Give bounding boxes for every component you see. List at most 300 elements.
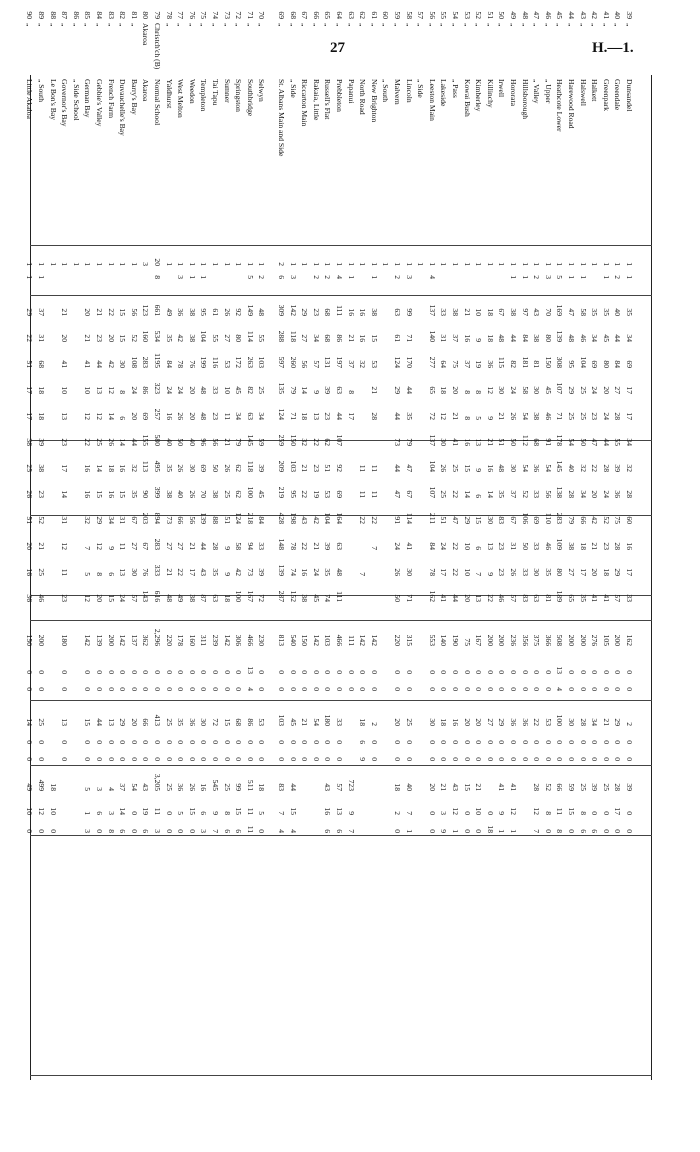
table-cell: 0: [222, 687, 232, 691]
table-cell: 0: [60, 757, 70, 761]
table-cell: 139: [95, 634, 104, 646]
table-row: [300, 11, 310, 1080]
table-cell: 45: [311, 594, 321, 602]
table-cell: 199: [199, 356, 209, 368]
table-row: [164, 11, 174, 1080]
school-name: Irwell: [497, 79, 507, 98]
table-cell: 0: [311, 670, 321, 674]
table-cell: 66: [555, 783, 565, 791]
table-cell: 5: [83, 787, 93, 791]
table-cell: 0: [497, 740, 507, 744]
district-label: „: [106, 23, 116, 27]
table-cell: 1: [543, 262, 553, 266]
table-cell: 0: [211, 740, 220, 744]
table-cell: 150: [300, 634, 310, 646]
table-cell: 21: [451, 412, 460, 420]
row-number: 43: [578, 11, 588, 19]
table-cell: 12: [37, 807, 46, 815]
row-number: 73: [222, 11, 232, 19]
table-cell: 59: [257, 438, 267, 446]
table-cell: 20: [129, 412, 139, 420]
school-name: Springston: [234, 79, 244, 112]
table-cell: 66: [141, 718, 151, 726]
table-row: [234, 11, 244, 1080]
table-cell: 38: [300, 594, 310, 602]
table-cell: 0: [335, 687, 344, 691]
table-cell: 8: [346, 390, 356, 394]
district-label: „: [245, 23, 255, 27]
table-cell: 2: [613, 275, 623, 279]
table-cell: 4: [427, 275, 437, 279]
table-cell: 0: [176, 740, 186, 744]
table-cell: 6: [358, 740, 368, 744]
school-name: Governor's Bay: [60, 79, 70, 127]
table-cell: 0: [509, 670, 518, 674]
district-label: „: [485, 23, 495, 27]
table-cell: 1: [83, 262, 93, 266]
table-cell: 0: [234, 687, 244, 691]
table-cell: 29: [95, 516, 104, 524]
table-cell: 11: [358, 464, 368, 472]
table-cell: 1: [439, 262, 449, 266]
table-cell: 26: [439, 464, 449, 472]
table-cell: 54: [567, 438, 576, 446]
table-cell: 75: [462, 638, 472, 646]
table-cell: 0: [613, 740, 623, 744]
row-number: 50: [497, 11, 507, 19]
table-cell: 26: [222, 308, 232, 316]
table-cell: 1: [164, 262, 174, 266]
table-cell: 70: [199, 490, 209, 498]
table-cell: 71: [404, 594, 414, 602]
table-cell: 18: [439, 718, 449, 726]
table-cell: 35: [129, 490, 139, 498]
table-cell: 16: [106, 490, 116, 498]
table-cell: 9: [474, 468, 484, 472]
table-cell: 0: [141, 670, 151, 674]
table-cell: 0: [404, 757, 414, 761]
table-cell: 14: [300, 386, 310, 394]
table-row: [509, 11, 518, 1080]
table-cell: 24: [393, 542, 402, 550]
table-cell: 111: [335, 591, 344, 602]
school-name: „ Upper: [543, 79, 553, 104]
table-cell: 10: [474, 308, 484, 316]
table-row: [257, 11, 267, 1080]
table-cell: 6: [118, 416, 128, 420]
table-cell: 82: [245, 386, 255, 394]
table-cell: 35: [497, 490, 507, 498]
table-cell: 34: [590, 334, 600, 342]
table-cell: 59: [567, 783, 576, 791]
table-cell: 1: [187, 262, 197, 266]
table-cell: 1: [60, 262, 70, 266]
table-cell: 0: [451, 687, 460, 691]
table-cell: 0: [427, 829, 437, 833]
table-cell: 29: [567, 386, 576, 394]
district-label: „: [199, 23, 209, 27]
table-cell: 25: [164, 783, 174, 791]
table-cell: 54: [520, 464, 530, 472]
table-cell: 63: [532, 594, 542, 602]
table-cell: 1: [474, 262, 484, 266]
table-cell: 114: [245, 330, 255, 342]
row-number: 74: [211, 11, 220, 19]
table-row: [323, 11, 333, 1080]
table-cell: 0: [485, 757, 495, 761]
table-cell: 198: [288, 512, 298, 524]
table-cell: 0: [323, 757, 333, 761]
table-cell: 68: [323, 308, 333, 316]
table-cell: 20: [393, 718, 402, 726]
district-label: „: [369, 23, 379, 27]
table-cell: 22: [451, 490, 460, 498]
row-number: 49: [509, 11, 518, 19]
table-cell: 0: [300, 687, 310, 691]
table-cell: 356: [520, 634, 530, 646]
table-cell: 47: [393, 490, 402, 498]
table-cell: 33: [211, 386, 220, 394]
table-cell: 52: [601, 516, 611, 524]
school-name: Yaldhurst: [164, 79, 174, 109]
table-cell: 16: [462, 438, 472, 446]
table-cell: 113: [141, 460, 151, 472]
table-cell: 123: [141, 304, 151, 316]
table-cell: 148: [277, 538, 286, 550]
table-cell: 26: [222, 464, 232, 472]
table-cell: 87: [199, 594, 209, 602]
table-cell: 0: [277, 687, 286, 691]
table-cell: 0: [567, 757, 576, 761]
table-cell: 18: [48, 783, 58, 791]
table-cell: 11: [555, 807, 565, 815]
row-number: 55: [439, 11, 449, 19]
table-cell: 13: [245, 666, 255, 674]
table-cell: 21: [590, 542, 600, 550]
table-cell: 51: [323, 464, 333, 472]
table-cell: 24: [509, 386, 518, 394]
table-cell: 15: [462, 783, 472, 791]
row-number: 57: [416, 11, 426, 19]
table-cell: 33: [439, 308, 449, 316]
table-cell: 27: [613, 386, 623, 394]
table-cell: 6: [106, 572, 116, 576]
table-row: [245, 11, 255, 1080]
table-cell: 45: [234, 386, 244, 394]
table-cell: 30: [427, 718, 437, 726]
table-cell: 131: [323, 356, 333, 368]
table-cell: 44: [601, 438, 611, 446]
school-name: Duvauchelle's Bay: [118, 79, 128, 136]
table-cell: 0: [25, 829, 35, 833]
school-name: Prebbleton: [335, 79, 344, 112]
table-cell: 81: [532, 360, 542, 368]
district-label: „: [462, 23, 472, 27]
table-cell: 14: [118, 438, 128, 446]
table-cell: 38: [211, 490, 220, 498]
table-cell: 41: [439, 594, 449, 602]
district-label: „: [497, 23, 507, 27]
district-label: „: [129, 23, 139, 27]
table-cell: 0: [358, 670, 368, 674]
table-cell: 80: [234, 334, 244, 342]
table-cell: 21: [83, 334, 93, 342]
table-cell: 19: [474, 360, 484, 368]
table-cell: 18: [37, 386, 46, 394]
table-cell: 0: [60, 687, 70, 691]
table-cell: 230: [257, 634, 267, 646]
table-cell: 50: [176, 438, 186, 446]
table-cell: 197: [335, 356, 344, 368]
table-cell: 27: [176, 542, 186, 550]
row-number: 71: [245, 11, 255, 19]
school-name: „ Pass: [451, 79, 460, 98]
table-cell: 162: [625, 634, 634, 646]
table-cell: 48: [257, 308, 267, 316]
table-cell: 11: [369, 490, 379, 498]
table-cell: 661: [153, 304, 162, 316]
table-cell: 1: [625, 275, 634, 279]
table-cell: 308: [555, 356, 565, 368]
table-cell: 1: [311, 262, 321, 266]
table-row: [590, 11, 600, 1080]
table-cell: 0: [129, 811, 139, 815]
table-cell: 0: [543, 740, 553, 744]
row-number: 52: [474, 11, 484, 19]
table-cell: 9: [311, 390, 321, 394]
table-cell: 38: [187, 594, 197, 602]
table-cell: 9: [439, 829, 449, 833]
table-cell: 1: [578, 262, 588, 266]
table-cell: 0: [277, 740, 286, 744]
table-cell: 2: [532, 275, 542, 279]
table-cell: 1: [288, 262, 298, 266]
table-cell: 104: [199, 330, 209, 342]
table-cell: 10: [25, 807, 35, 815]
table-cell: 9: [358, 757, 368, 761]
table-cell: 32: [625, 464, 634, 472]
table-cell: 23: [311, 308, 321, 316]
table-cell: 1: [485, 262, 495, 266]
table-cell: 0: [129, 740, 139, 744]
table-cell: 20: [427, 783, 437, 791]
table-cell: 124: [277, 408, 286, 420]
table-cell: 0: [485, 687, 495, 691]
table-cell: 137: [427, 304, 437, 316]
table-cell: 2: [625, 722, 634, 726]
table-cell: 115: [497, 356, 507, 368]
table-cell: 6: [199, 811, 209, 815]
table-cell: 20: [60, 334, 70, 342]
table-cell: 44: [451, 594, 460, 602]
table-cell: 178: [555, 434, 565, 446]
row-number: 67: [300, 11, 310, 19]
table-cell: 139: [199, 512, 209, 524]
school-name: Greenpark: [601, 79, 611, 112]
table-row: [381, 11, 391, 1080]
table-cell: 75: [613, 516, 623, 524]
table-cell: 32: [129, 464, 139, 472]
row-number: 85: [83, 11, 93, 19]
table-cell: 33: [532, 490, 542, 498]
district-label: Christch'ch (B): [153, 23, 162, 70]
table-cell: 0: [613, 687, 623, 691]
table-cell: 220: [393, 634, 402, 646]
table-cell: 29: [25, 308, 35, 316]
table-cell: 22: [25, 334, 35, 342]
table-row: [427, 11, 437, 1080]
table-row: [176, 11, 186, 1080]
table-cell: 11: [358, 490, 368, 498]
table-cell: 0: [300, 757, 310, 761]
table-cell: 0: [129, 757, 139, 761]
table-cell: 553: [427, 634, 437, 646]
table-cell: 1: [187, 275, 197, 279]
row-number: 81: [129, 11, 139, 19]
table-cell: 20: [25, 542, 35, 550]
table-cell: 0: [95, 829, 104, 833]
table-cell: 44: [404, 386, 414, 394]
school-name: Harewood Road: [567, 79, 576, 129]
table-cell: 0: [532, 687, 542, 691]
table-row: [222, 11, 232, 1080]
row-number: 56: [427, 11, 437, 19]
table-cell: 17: [625, 386, 634, 394]
table-cell: 38: [164, 490, 174, 498]
district-label: „: [311, 23, 321, 27]
table-cell: 28: [567, 490, 576, 498]
table-cell: 0: [222, 757, 232, 761]
table-cell: 67: [141, 542, 151, 550]
table-cell: 92: [234, 308, 244, 316]
table-cell: 11: [60, 568, 70, 576]
table-cell: 45: [288, 718, 298, 726]
row-number: 59: [393, 11, 402, 19]
school-name: „ Side: [416, 79, 426, 98]
table-cell: 0: [567, 687, 576, 691]
table-cell: 3,205: [153, 773, 162, 791]
row-number: 89: [37, 11, 46, 19]
table-cell: 0: [83, 687, 93, 691]
row-number: 70: [257, 11, 267, 19]
district-label: „: [601, 23, 611, 27]
table-cell: 16: [323, 807, 333, 815]
table-cell: 2: [393, 811, 402, 815]
district-label: „: [118, 23, 128, 27]
table-cell: 50: [578, 438, 588, 446]
table-cell: 209: [277, 460, 286, 472]
table-cell: 73: [245, 568, 255, 576]
table-cell: 71: [555, 412, 565, 420]
table-cell: 169: [555, 304, 565, 316]
table-cell: 3: [83, 829, 93, 833]
table-cell: 8: [222, 811, 232, 815]
table-cell: 0: [404, 670, 414, 674]
table-cell: 1: [222, 262, 232, 266]
table-cell: 16: [25, 568, 35, 576]
table-cell: 46: [578, 334, 588, 342]
table-cell: 0: [601, 740, 611, 744]
table-cell: 259: [277, 434, 286, 446]
table-cell: 9: [474, 338, 484, 342]
table-cell: 18: [393, 783, 402, 791]
table-cell: 23: [60, 438, 70, 446]
district-label: „: [335, 23, 344, 27]
table-cell: 6: [335, 829, 344, 833]
table-cell: 50: [520, 542, 530, 550]
table-cell: 28: [613, 412, 623, 420]
table-cell: 8: [543, 811, 553, 815]
table-cell: 18: [439, 386, 449, 394]
table-cell: 63: [335, 542, 344, 550]
table-cell: 0: [60, 670, 70, 674]
table-cell: 13: [485, 542, 495, 550]
table-cell: 103: [257, 356, 267, 368]
table-cell: 0: [141, 740, 151, 744]
school-name: Akaroa: [141, 79, 151, 102]
table-cell: 18: [300, 412, 310, 420]
table-cell: 0: [199, 757, 209, 761]
table-cell: 0: [164, 670, 174, 674]
table-cell: 140: [439, 634, 449, 646]
table-cell: 57: [335, 783, 344, 791]
table-cell: 894: [153, 512, 162, 524]
table-cell: 11: [118, 542, 128, 550]
table-cell: 35: [404, 412, 414, 420]
table-cell: 138: [555, 486, 565, 498]
table-cell: 71: [288, 412, 298, 420]
table-cell: 21: [474, 783, 484, 791]
table-cell: 1: [601, 275, 611, 279]
table-cell: 0: [613, 829, 623, 833]
table-row: [578, 11, 588, 1080]
district-label: „: [25, 23, 35, 27]
table-cell: 142: [288, 304, 298, 316]
table-cell: 2: [311, 275, 321, 279]
table-cell: 0: [601, 829, 611, 833]
table-cell: 0: [427, 811, 437, 815]
table-cell: 25: [404, 718, 414, 726]
table-cell: 0: [613, 757, 623, 761]
school-name: Templeton: [199, 79, 209, 112]
table-cell: 36: [176, 783, 186, 791]
table-cell: 1: [381, 262, 391, 266]
table-cell: 139: [555, 330, 565, 342]
table-cell: 19: [311, 490, 321, 498]
table-cell: 43: [141, 783, 151, 791]
table-cell: 104: [578, 356, 588, 368]
table-cell: 0: [439, 687, 449, 691]
table-cell: 145: [555, 460, 565, 472]
table-cell: 26: [25, 490, 35, 498]
table-cell: 142: [118, 634, 128, 646]
table-cell: 6: [578, 829, 588, 833]
table-cell: 18: [485, 825, 495, 833]
table-cell: 111: [335, 305, 344, 316]
table-cell: 103: [288, 460, 298, 472]
table-cell: 13: [60, 718, 70, 726]
table-cell: 114: [404, 512, 414, 524]
table-cell: 28: [613, 542, 623, 550]
table-cell: 50: [393, 594, 402, 602]
table-cell: 0: [497, 757, 507, 761]
table-cell: 51: [25, 360, 35, 368]
table-cell: 200: [578, 634, 588, 646]
table-cell: 39: [257, 568, 267, 576]
district-label: „: [211, 23, 220, 27]
table-cell: 21: [497, 412, 507, 420]
table-cell: 135: [277, 382, 286, 394]
